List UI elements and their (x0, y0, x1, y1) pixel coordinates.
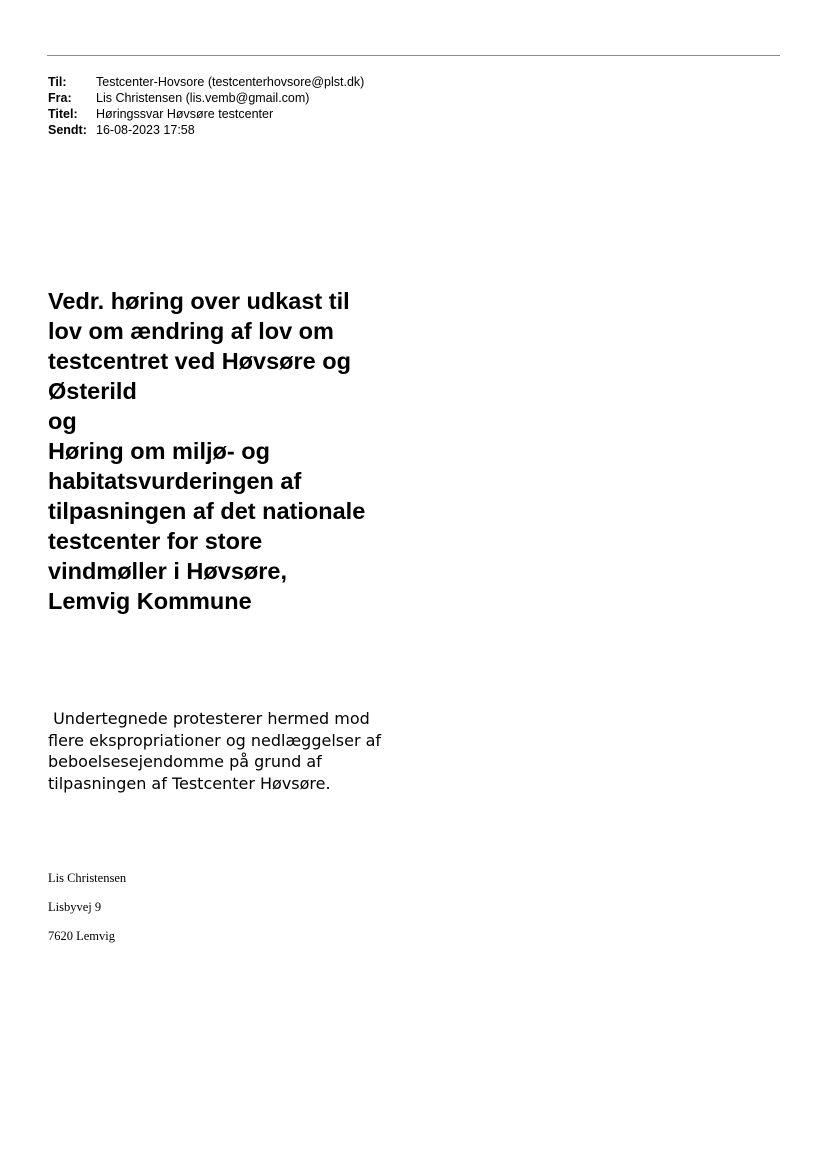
signature-block (48, 870, 126, 957)
sent-value: 16-08-2023 17:58 (96, 123, 195, 137)
title-line: Lemvig Kommune (48, 588, 252, 614)
to-row (48, 74, 364, 90)
signature-name: Lis Christensen (48, 871, 127, 885)
to-value: Testcenter-Hovsore (testcenterhovsore@plst.dk) (96, 75, 365, 89)
sent-row (48, 122, 364, 138)
document-title (48, 286, 408, 616)
body-line: tilpasningen af Testcenter Høvsøre. (48, 773, 331, 793)
email-header (48, 74, 364, 138)
title-line: vindmøller i Høvsøre, (48, 558, 287, 584)
from-label: Fra: (48, 91, 72, 105)
header-divider (47, 55, 780, 56)
title-line: lov om ændring af lov om (48, 318, 334, 344)
title-line: testcentret ved Høvsøre og (48, 348, 351, 374)
signature-city: 7620 Lemvig (48, 929, 116, 943)
title-line: testcenter for store (48, 528, 263, 554)
signature-street: Lisbyvej 9 (48, 900, 102, 914)
title-line: tilpasningen af det nationale (48, 498, 366, 524)
title-line: Høring om miljø- og (48, 438, 270, 464)
title-line: og (48, 408, 77, 434)
body-line: flere ekspropriationer og nedlæggelser af (48, 730, 382, 750)
body-line: Undertegnede protesterer hermed mod (48, 709, 370, 728)
subject-value: Høringssvar Høvsøre testcenter (96, 107, 274, 121)
title-line: Vedr. høring over udkast til (48, 288, 350, 314)
body-line: beboelsesejendomme på grund af (48, 752, 322, 771)
body-paragraph (48, 708, 408, 794)
title-line: habitatsvurderingen af (48, 468, 302, 494)
subject-row (48, 106, 364, 122)
from-value: Lis Christensen (lis.vemb@gmail.com) (96, 91, 310, 105)
sent-label: Sendt: (48, 123, 87, 137)
subject-label: Titel: (48, 107, 78, 121)
title-line: Østerild (48, 378, 137, 404)
to-label: Til: (48, 75, 67, 89)
from-row (48, 90, 364, 106)
